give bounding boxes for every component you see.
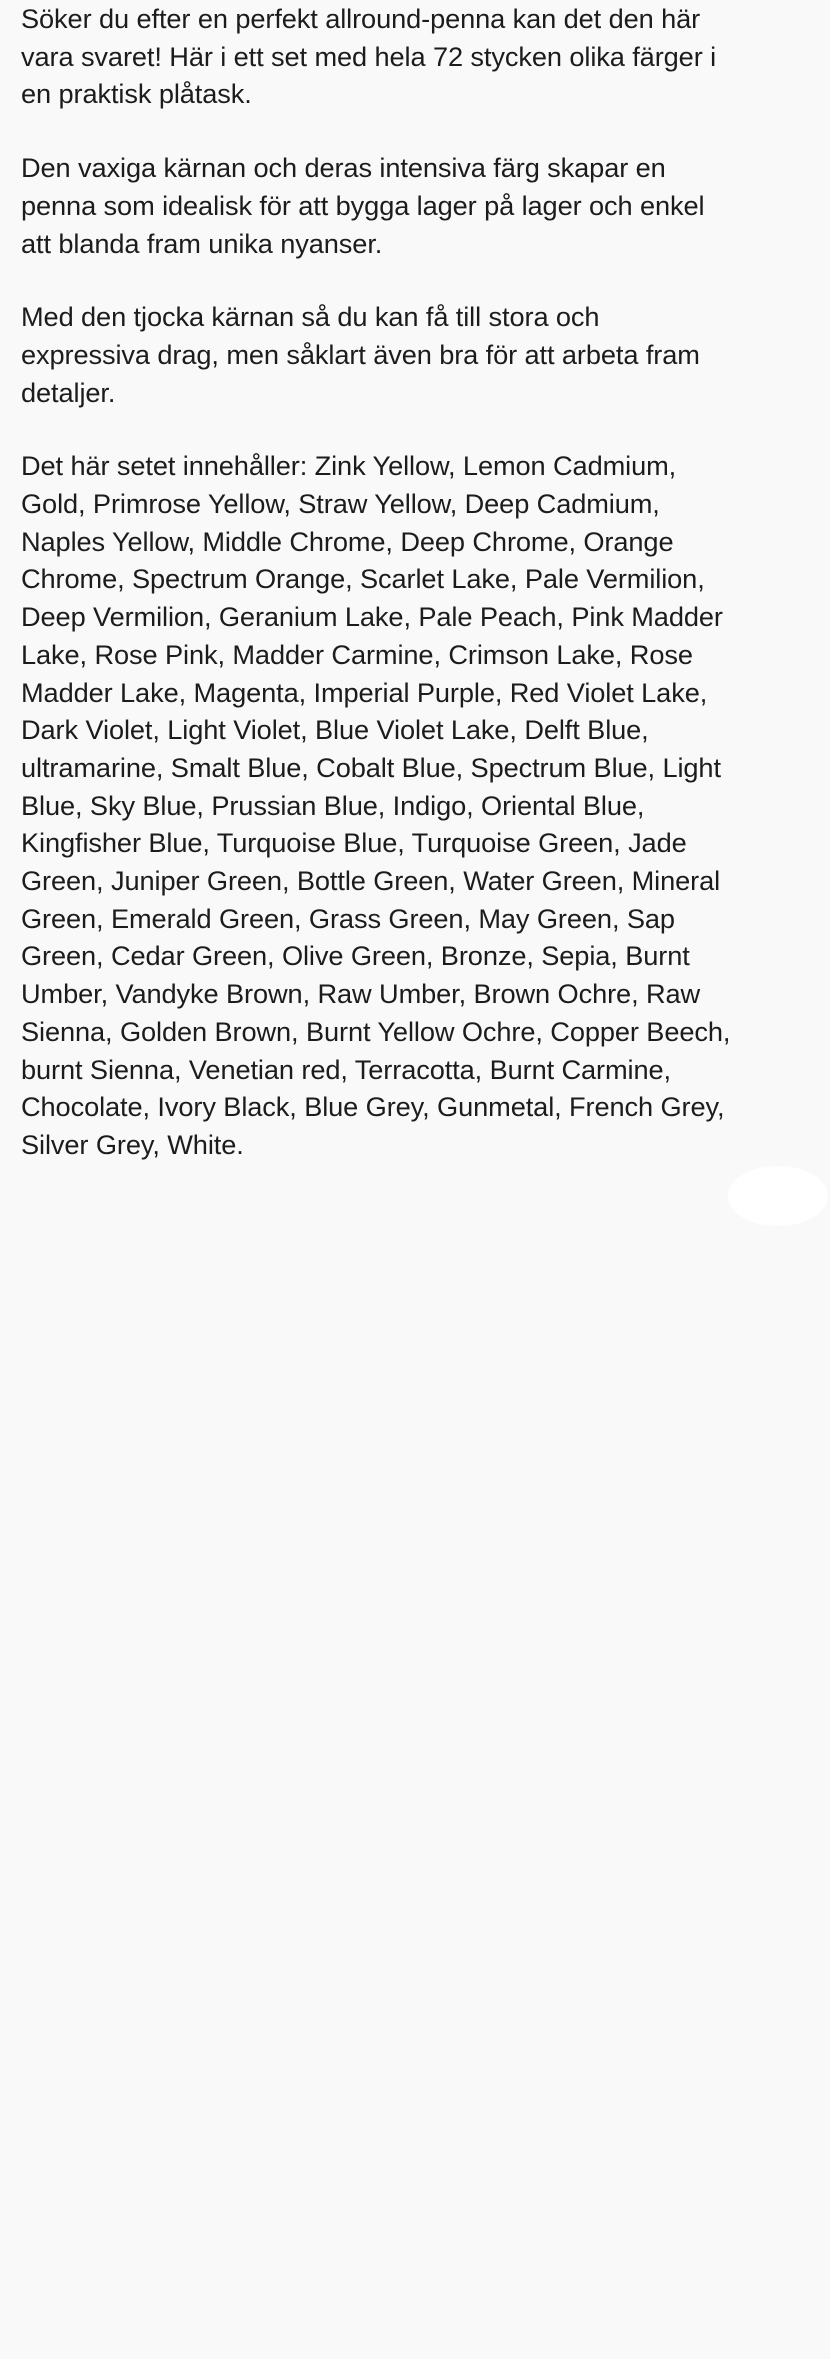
text-line: Green, Juniper Green, Bottle Green, Water Green, Mineral xyxy=(21,865,721,897)
description-paragraph-intro xyxy=(21,0,821,113)
text-line: detaljer. xyxy=(21,376,116,408)
text-line: Dark Violet, Light Violet, Blue Violet Lake, Delft Blue, xyxy=(21,714,649,746)
text-line: Kingfisher Blue, Turquoise Blue, Turquoise Green, Jade xyxy=(21,827,687,859)
text-line: Naples Yellow, Middle Chrome, Deep Chrome, Orange xyxy=(21,525,674,557)
text-line: penna som idealisk för att bygga lager på lager och enkel xyxy=(21,189,705,221)
text-line: Silver Grey, White. xyxy=(21,1128,244,1160)
text-line: Madder Lake, Magenta, Imperial Purple, Red Violet Lake, xyxy=(21,676,708,708)
text-line: burnt Sienna, Venetian red, Terracotta, Burnt Carmine, xyxy=(21,1053,671,1085)
text-line: att blanda fram unika nyanser. xyxy=(21,227,383,259)
text-line: Den vaxiga kärnan och deras intensiva färg skapar en xyxy=(21,152,666,184)
description-paragraph-core xyxy=(21,149,821,262)
text-line: Chrome, Spectrum Orange, Scarlet Lake, Pale Vermilion, xyxy=(21,563,705,595)
text-line: Deep Vermilion, Geranium Lake, Pale Peach, Pink Madder xyxy=(21,601,723,633)
text-line: ultramarine, Smalt Blue, Cobalt Blue, Spectrum Blue, Light xyxy=(21,751,721,783)
text-line: Green, Cedar Green, Olive Green, Bronze, Sepia, Burnt xyxy=(21,940,690,972)
description-paragraph-colors xyxy=(21,447,821,1163)
text-line: vara svaret! Här i ett set med hela 72 stycken olika färger i xyxy=(21,40,717,72)
text-line: Lake, Rose Pink, Madder Carmine, Crimson Lake, Rose xyxy=(21,638,693,670)
text-line: Blue, Sky Blue, Prussian Blue, Indigo, Oriental Blue, xyxy=(21,789,645,821)
text-line: en praktisk plåtask. xyxy=(21,78,252,110)
product-description xyxy=(21,0,821,1200)
description-paragraph-strokes xyxy=(21,298,821,411)
text-line: Umber, Vandyke Brown, Raw Umber, Brown Ochre, Raw xyxy=(21,978,701,1010)
text-line: Gold, Primrose Yellow, Straw Yellow, Deep Cadmium, xyxy=(21,488,660,520)
text-line: Med den tjocka kärnan så du kan få till stora och xyxy=(21,301,600,333)
text-line: Det här setet innehåller: Zink Yellow, Lemon Cadmium, xyxy=(21,450,677,482)
text-line: Söker du efter en perfekt allround-penna kan det den här xyxy=(21,3,701,34)
text-line: Green, Emerald Green, Grass Green, May Green, Sap xyxy=(21,902,675,934)
floating-button[interactable] xyxy=(728,1166,828,1226)
text-line: expressiva drag, men såklart även bra för att arbeta fram xyxy=(21,338,700,370)
text-line: Sienna, Golden Brown, Burnt Yellow Ochre, Copper Beech, xyxy=(21,1015,731,1047)
text-line: Chocolate, Ivory Black, Blue Grey, Gunmetal, French Grey, xyxy=(21,1091,725,1123)
